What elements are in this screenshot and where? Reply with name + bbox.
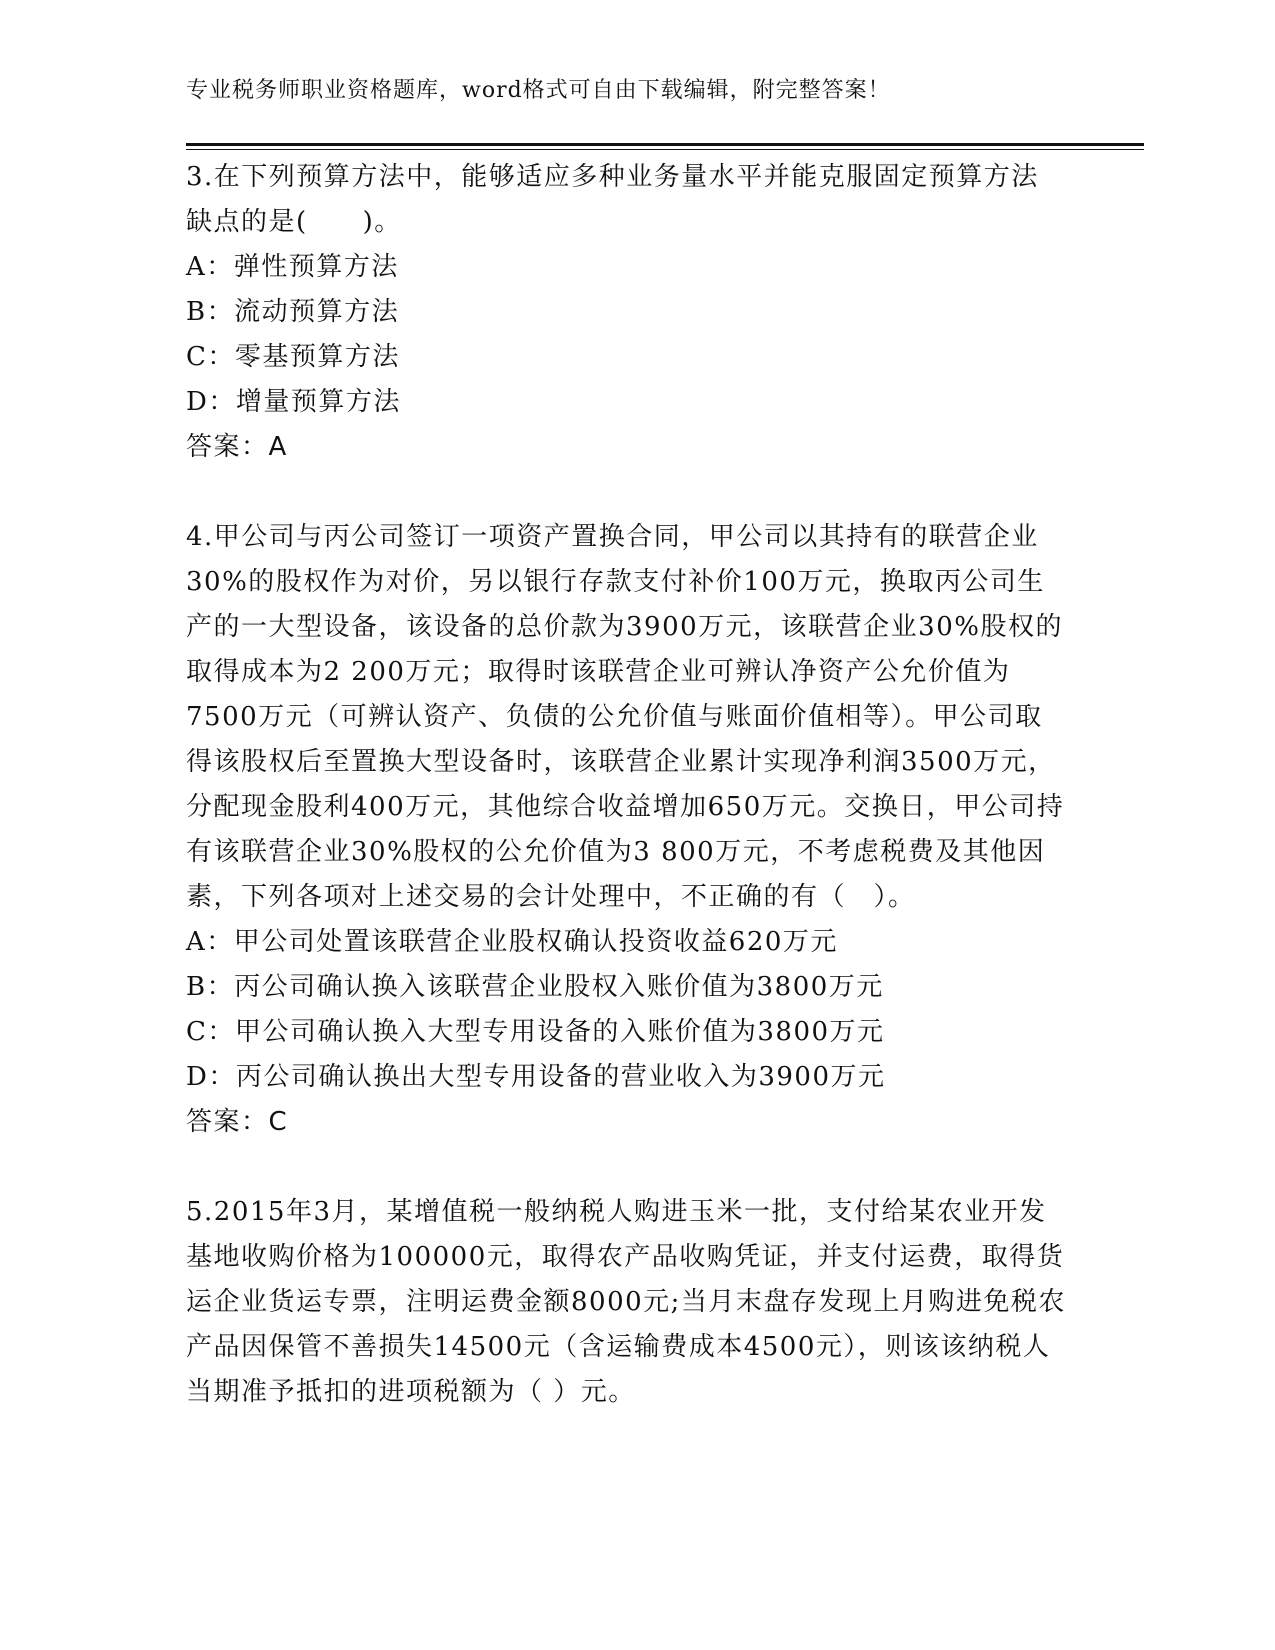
question-5: [186, 1190, 1066, 1415]
option-d: D：丙公司确认换出大型专用设备的营业收入为3900万元: [186, 1062, 886, 1092]
question-text: 5.2015年3月，某增值税一般纳税人购进玉米一批，支付给某农业开发基地收购价格为100000元，取得农产品收购凭证，并支付运费，取得货运企业货运专票，注明运费金额8000元;当月末盘存发现上月购进免税农产品因保管不善损失14500元（含运输费成本4500元），则该该纳税人当期准予抵扣的进项税额为（ ）元。: [186, 1197, 1066, 1407]
spacer: [186, 470, 1066, 515]
option-d: D：增量预算方法: [186, 387, 401, 417]
option-a: A：甲公司处置该联营企业股权确认投资收益620万元: [186, 927, 838, 957]
option-c: C：甲公司确认换入大型专用设备的入账价值为3800万元: [186, 1017, 885, 1047]
question-list: [186, 155, 1066, 1415]
header-note: 专业税务师职业资格题库，word格式可自由下载编辑，附完整答案！: [186, 78, 891, 103]
header-divider-thin: [186, 149, 1144, 150]
option-b: B：流动预算方法: [186, 297, 400, 327]
question-text: 4.甲公司与丙公司签订一项资产置换合同，甲公司以其持有的联营企业30%的股权作为对价，另以银行存款支付补价100万元，换取丙公司生产的一大型设备，该设备的总价款为3900万元，该联营企业30%股权的取得成本为2 200万元；取得时该联营企业可辨认净资产公允价值为7500万元（可辨认资产、负债的公允价值与账面价值相等）。甲公司取得该股权后至置换大型设备时，该联营企业累计实现净利润3500万元，分配现金股利400万元，其他综合收益增加650万元。交换日，甲公司持有该联营企业30%股权的公允价值为3 800万元，不考虑税费及其他因素，下列各项对上述交易的会计处理中，不正确的有（ ）。: [186, 522, 1065, 912]
answer-line: 答案：A: [186, 432, 288, 462]
option-b: B：丙公司确认换入该联营企业股权入账价值为3800万元: [186, 972, 884, 1002]
header-divider-thick: [186, 143, 1144, 146]
spacer: [186, 1145, 1066, 1190]
option-c: C：零基预算方法: [186, 342, 400, 372]
question-4: [186, 515, 1066, 1145]
option-a: A：弹性预算方法: [186, 252, 399, 282]
question-text: 3.在下列预算方法中，能够适应多种业务量水平并能克服固定预算方法缺点的是( )。: [186, 162, 1039, 237]
question-3: [186, 155, 1066, 470]
answer-line: 答案：C: [186, 1107, 289, 1137]
